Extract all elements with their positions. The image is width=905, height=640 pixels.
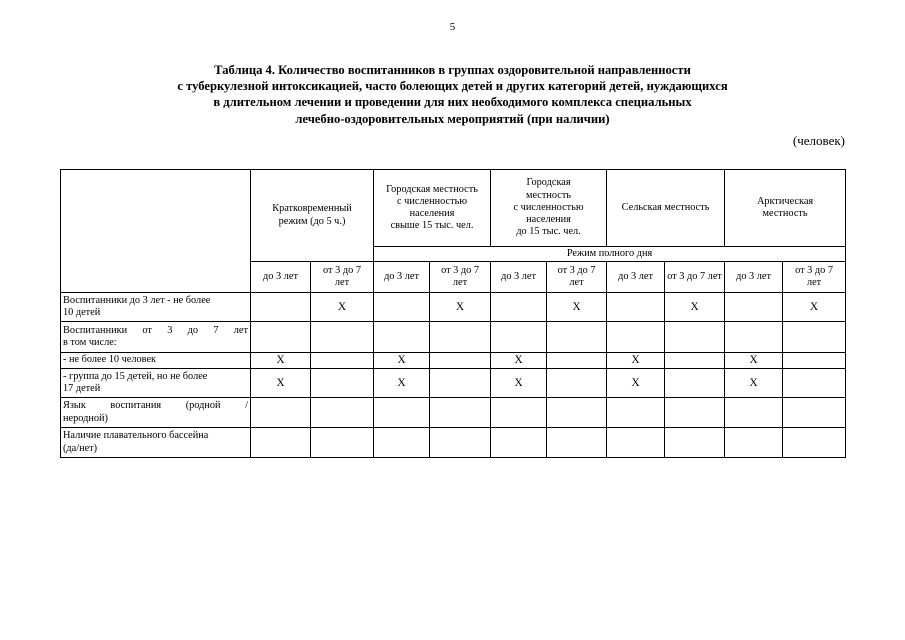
table-cell: X — [311, 293, 374, 322]
table-cell — [311, 353, 374, 369]
header-line: населения — [526, 214, 571, 226]
table-cell — [311, 398, 374, 428]
row-label-line: 10 детей — [63, 307, 101, 318]
row-label — [61, 353, 251, 369]
header-line: Городская — [526, 177, 571, 189]
table-cell — [374, 322, 430, 353]
table-cell — [607, 322, 665, 353]
row-label — [61, 428, 251, 458]
table-cell: X — [430, 293, 491, 322]
table-cell — [251, 428, 311, 458]
table-cell — [783, 353, 846, 369]
header-urban-large — [374, 170, 491, 247]
data-table — [60, 169, 846, 458]
header-arctic — [725, 170, 846, 247]
table-row — [61, 398, 846, 428]
table-cell: X — [725, 353, 783, 369]
age-line: лет — [806, 277, 822, 288]
age-header — [430, 262, 491, 293]
age-header — [374, 262, 430, 293]
table-cell — [374, 398, 430, 428]
age-header — [783, 262, 846, 293]
row-label — [61, 293, 251, 322]
table-cell — [783, 398, 846, 428]
age-header — [725, 262, 783, 293]
header-line: местность — [762, 208, 808, 219]
table-cell — [251, 293, 311, 322]
header-line: с численностью — [513, 201, 584, 213]
row-label-line: в том числе: — [63, 337, 117, 348]
age-line: от 3 до 7 лет — [667, 270, 722, 282]
table-row — [61, 322, 846, 353]
table-cell: X — [374, 353, 430, 369]
age-header — [251, 262, 311, 293]
table-cell — [374, 293, 430, 322]
table-cell — [491, 322, 547, 353]
table-row — [61, 428, 846, 458]
table-cell — [547, 428, 607, 458]
table-cell — [491, 428, 547, 458]
table-cell: X — [783, 293, 846, 322]
table-cell — [430, 322, 491, 353]
age-line: лет — [334, 277, 350, 288]
table-cell — [251, 322, 311, 353]
header-rural — [607, 170, 725, 247]
page-number: 5 — [449, 21, 456, 33]
table-cell: X — [491, 353, 547, 369]
header-line: свыше 15 тыс. чел. — [390, 220, 474, 232]
table-cell — [547, 369, 607, 398]
table-cell — [665, 322, 725, 353]
table-cell — [547, 398, 607, 428]
table-cell — [607, 293, 665, 322]
table-cell — [430, 353, 491, 369]
title-line: лечебно-оздоровительных мероприятий (при наличии) — [295, 111, 610, 126]
row-label-line: Воспитанники до 3 лет - не более — [63, 294, 211, 306]
age-line: до 3 лет — [736, 270, 771, 282]
table-cell — [665, 428, 725, 458]
age-line: до 3 лет — [384, 270, 419, 282]
age-header — [607, 262, 665, 293]
row-label — [61, 398, 251, 428]
header-short-stay — [251, 170, 374, 262]
table-row — [61, 353, 846, 369]
table-cell: X — [725, 369, 783, 398]
table-cell — [491, 293, 547, 322]
age-line: до 3 лет — [618, 270, 653, 282]
table-cell: X — [547, 293, 607, 322]
row-label-line: - группа до 15 детей, но не более — [63, 370, 208, 382]
table-cell — [251, 398, 311, 428]
table-cell — [725, 293, 783, 322]
header-line: до 15 тыс. чел. — [516, 226, 581, 238]
age-line: от 3 до 7 — [795, 264, 834, 276]
row-label-line: Воспитанники от 3 до 7 лет — [63, 324, 248, 336]
age-line: от 3 до 7 — [441, 264, 479, 276]
age-line: до 3 лет — [263, 270, 298, 282]
table-cell — [607, 428, 665, 458]
row-label-line: Язык воспитания (родной / — [63, 400, 248, 412]
table-cell — [725, 398, 783, 428]
age-line: до 3 лет — [501, 270, 536, 282]
header-line: Сельская местность — [621, 201, 710, 213]
table-cell — [783, 369, 846, 398]
row-label-line: (да/нет) — [63, 442, 98, 454]
table-cell — [725, 428, 783, 458]
age-header — [311, 262, 374, 293]
table-cell — [430, 369, 491, 398]
table-cell: X — [374, 369, 430, 398]
table-cell: X — [251, 369, 311, 398]
unit-label: (человек) — [792, 133, 845, 148]
header-row-groups — [61, 170, 846, 247]
table-cell — [607, 398, 665, 428]
row-label — [61, 322, 251, 353]
corner-cell — [61, 170, 251, 293]
header-line: Городская местность — [386, 183, 478, 195]
table-cell — [430, 428, 491, 458]
table-cell — [665, 398, 725, 428]
table-cell — [547, 322, 607, 353]
row-label-line: неродной) — [63, 412, 108, 424]
header-urban-small — [491, 170, 607, 247]
row-label — [61, 369, 251, 398]
table-row — [61, 293, 846, 322]
age-header — [547, 262, 607, 293]
table-cell — [665, 369, 725, 398]
age-line: от 3 до 7 — [323, 264, 361, 276]
table-cell — [374, 428, 430, 458]
header-line: режим (до 5 ч.) — [278, 215, 346, 227]
table-cell: X — [491, 369, 547, 398]
table-title — [60, 62, 845, 127]
age-header — [665, 262, 725, 293]
header-line: населения — [409, 208, 455, 219]
header-line: с численностью — [397, 195, 468, 207]
table-cell — [491, 398, 547, 428]
table-cell: X — [607, 353, 665, 369]
age-line: от 3 до 7 — [557, 264, 596, 276]
title-line: в длительном лечении и проведении для них необходимого комплекса специальных — [213, 95, 692, 110]
table-cell: X — [251, 353, 311, 369]
table-cell — [665, 353, 725, 369]
table-cell — [783, 428, 846, 458]
row-label-line: - не более 10 человек — [63, 354, 157, 366]
table-cell — [311, 428, 374, 458]
table-cell — [311, 369, 374, 398]
age-line: лет — [452, 277, 468, 288]
header-line: местность — [525, 189, 572, 201]
row-label-line: Наличие плавательного бассейна — [63, 430, 209, 442]
table-cell: X — [607, 369, 665, 398]
age-line: лет — [569, 277, 584, 288]
table-row — [61, 369, 846, 398]
age-header — [491, 262, 547, 293]
title-line: с туберкулезной интоксикацией, часто болеющих детей и других категорий детей, нуждающихся — [177, 79, 728, 94]
row-label-line: 17 детей — [63, 383, 101, 394]
table-cell — [547, 353, 607, 369]
header-full-day: Режим полного дня — [374, 247, 846, 262]
table-cell — [430, 398, 491, 428]
table-cell — [311, 322, 374, 353]
header-line: Кратковременный — [272, 203, 352, 215]
table-cell — [783, 322, 846, 353]
table-cell — [725, 322, 783, 353]
header-line: Арктическая — [756, 195, 814, 207]
table-cell: X — [665, 293, 725, 322]
title-line: Таблица 4. Количество воспитанников в группах оздоровительной направленности — [214, 63, 691, 77]
